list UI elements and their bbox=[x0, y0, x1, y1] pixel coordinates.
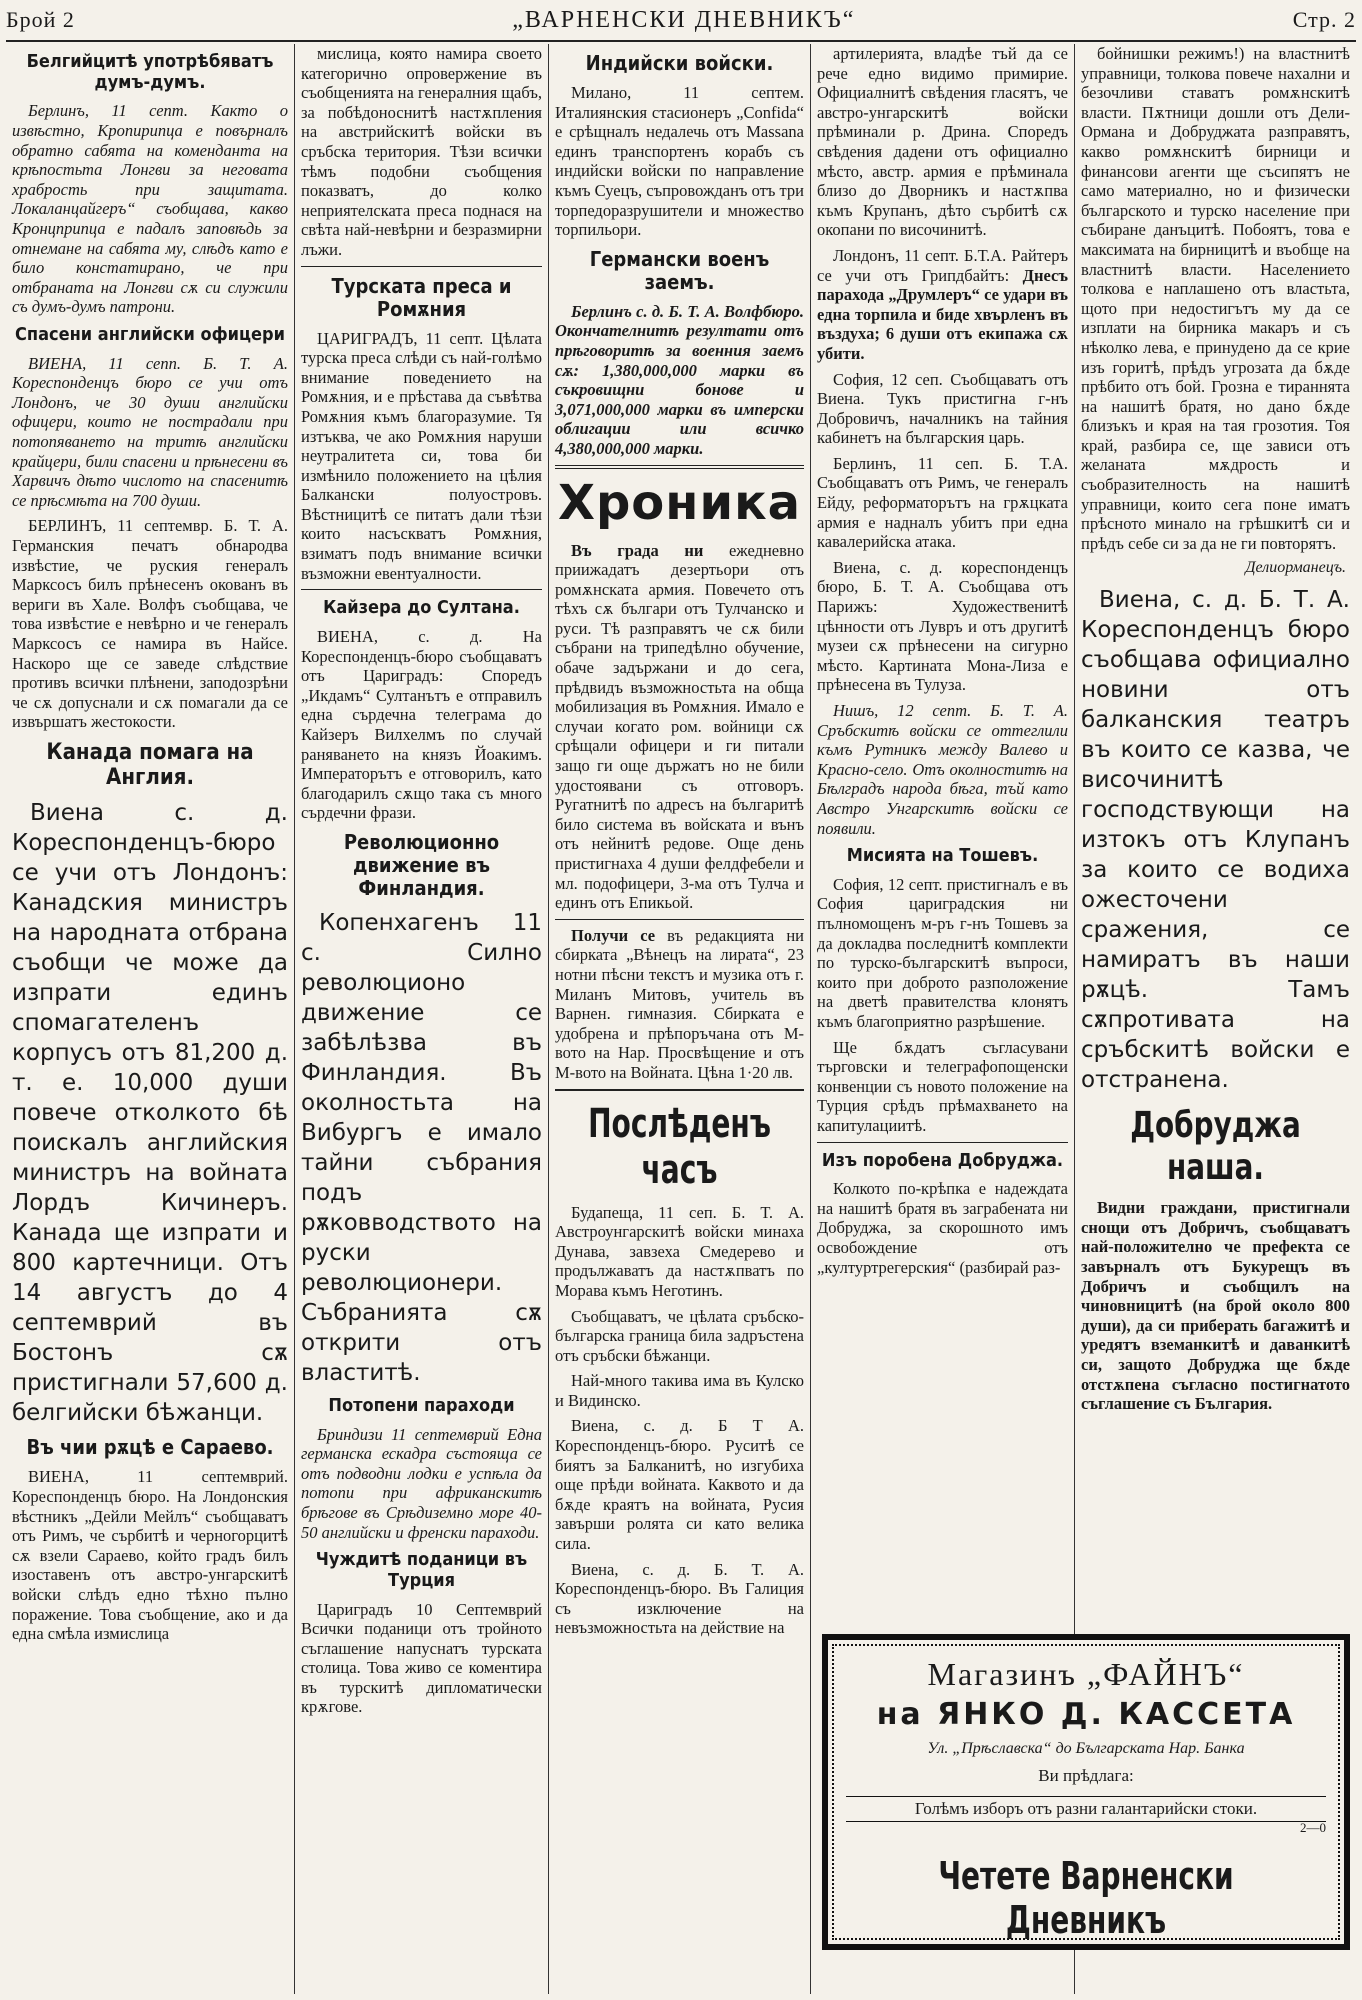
article-officers: ВИЕНА, 11 сепп. Б. Т. А. Кореспонденцъ бюро се учи отъ Лондонъ, че 30 души английски офицери, които не пострадали при потопяването на тритѣ английски крайцери, били спасени и прѣнесени въ Харвичъ дѣто числото на спасенитѣ се прѣсмѣта на 700 души. bbox=[12, 353, 288, 510]
article-turkish-press: ЦАРИГРАДЪ, 11 септ. Цѣлата турска преса слѣди съ най-голѣмо внимание поведението на Ромѫния, и е прѣстава да съвѣтва Ромѫния къмъ благоразумие. Тя изтъква, че ако Ромѫния наруши неутралитета си, това би измѣнило положението на цѣлия Балкански полуостровъ. Вѣстницитѣ се питатъ дали тѣзи които насъскватъ Ромѫния, взиматъ подъ внимание всички възможни евентуалности. bbox=[301, 328, 542, 583]
page-number: Стр. 2 bbox=[1292, 7, 1356, 32]
ad-offers: Ви прѣдлага: bbox=[1038, 1766, 1134, 1785]
headline-dobruja-ours: Добруджа наша. bbox=[1130, 1105, 1301, 1188]
divider bbox=[555, 919, 804, 920]
divider bbox=[555, 1089, 804, 1091]
article-border: Съобщаватъ, че цѣлата сръбско-българска граница била задръстена отъ сръбски бѣжанци. bbox=[555, 1306, 804, 1365]
lead-phrase: Въ града ни bbox=[571, 540, 704, 560]
article-sarajevo-cont: мислица, която намира своето категорично опровержение въ съобщенията на генералния щабъ, за побѣдоноснитѣ настѫпления на австрийскитѣ войски въ сръбска територия. Тѣзи всички тѣмъ подобни съобщения показватъ, до колко неприятелската преса поднася на свѣта най-невѣрни и безразмирни лъжи. bbox=[301, 44, 542, 259]
article-deserters: Въ града ни ежедневно приижадатъ дезертьори отъ ромѫнската армия. Повечето отъ тѣхъ сѫ българи отъ Тулчанско и руси. Тѣ разправятъ че сѫ били събрани на трипедѣлно обучение, обаче задържани и до сега, прѣдвидъ възможностьта на обща мобилизация въ Ромѫния. Имало е случаи когато ром. войници сѫ срѣщали офицери и ги питали защо ги още държатъ но не били удостоявани съ отговоръ. Ругатнитѣ по адресъ на българитѣ било система въ войската и вънъ отъ нейнитѣ редове. Още день пристигнаха 4 души фелдфебели и мл. подофицери, 3-ма отъ Тулча и единъ отъ Епикьой. bbox=[555, 540, 804, 913]
column-2 bbox=[294, 44, 548, 1994]
headline-indian: Индийски войски. bbox=[585, 51, 774, 75]
divider bbox=[817, 1142, 1068, 1143]
lead-phrase: Получи се bbox=[571, 925, 656, 945]
ad-code: 2—0 bbox=[1300, 1820, 1326, 1835]
newspaper-title: „ВАРНЕНСКИ ДНЕВНИКЪ“ bbox=[512, 6, 856, 33]
headline-canada: Канада помага на Англия. bbox=[46, 739, 254, 791]
article-balkan-theatre: Виена, с. д. Б. Т. А. Кореспонденцъ бюро съобщава официално новини отъ балканския театръ въ които се казва, че височинитѣ господствующи на изтокъ отъ Клупанъ за които се водиха ожесточени сражения, се намиратъ въ наши рѫцѣ. Тамъ сѫпротивата на сръбскитѣ войски е отстранена. bbox=[1081, 587, 1350, 1094]
headline-kaiser: Кайзера до Султана. bbox=[323, 597, 520, 619]
advertisement-box bbox=[822, 1634, 1350, 1950]
article-louvre: Виена, с. д. кореспонденцъ бюро, Б. Т. А. Съобщава отъ Парижъ: Художественитѣ цѣнности отъ Лувръ и отъ другитѣ музеи сѫ прѣнесени на сигурно мѣсто. Картината Мона-Лиза е прѣнесена въ Тулуза. bbox=[817, 557, 1068, 695]
article-russians: Виена, с. д. Б Т А. Кореспонденцъ-бюро. Руситѣ се биятъ за Балканитѣ, но изгубиха още прѣди войната. Каквото и да бѫде краятъ на войната, Русия завърши ролята си като велика сила. bbox=[555, 1416, 804, 1554]
article-drummer: Лондонъ, 11 септ. Б.Т.А. Райтеръ се учи отъ Грипдбайтъ: Днесъ парахода „Друмлеръ“ се удари въ една торпила и биде хвърленъ въ въздуха; 6 души отъ екипажа сѫ убити. bbox=[817, 245, 1068, 363]
article-galicia-cont: артилерията, владѣе тъй да се рече едно видимо примирие. Официалнитѣ свѣдения гласятъ, че австро-унгарскитѣ войски прѣминали р. Дрина. Споредъ свѣдения дадени отъ официално мѣсто, австр. армия е прѣминала близо до Дворникъ и настѫпва къмъ Крупанъ, дѣто сърбитѣ сѫ окопани по височинитѣ. bbox=[817, 44, 1068, 240]
article-conventions: Ще бѫдатъ съгласувани търговски и телеграфопощенски конвенции съ новото положение на Турция срѣдъ прѣмахването на капитулациитѣ. bbox=[817, 1037, 1068, 1135]
article-indian: Милано, 11 септем. Италиянския стасионеръ „Confida“ е срѣщналъ недалечь отъ Massana единъ транспортенъ корабъ съ индийски войски по направление къмъ Суецъ, съпровожданъ отъ три торпедоразрушители и множество торпильори. bbox=[555, 83, 804, 240]
section-last-hour: Послѣденъ часъ bbox=[588, 1100, 771, 1193]
article-dobruja-enslaved: Колкото по-крѣпка е надеждата на нашитѣ братя въ заграбената ни Добруджа, за скорошното имъ освобождение отъ „културтрегерския“ (разбирай раз- bbox=[817, 1179, 1068, 1277]
article-kaiser: ВИЕНА, с. д. На Кореспонденцъ-бюро съобщаватъ отъ Цариградъ: Споредъ „Икдамъ“ Султанътъ е отправилъ една сърдечна телеграма до Кайзеръ Вилхелмъ по случай раняването на князъ Йоакимъ. Императорътъ е отговорилъ, като благодарилъ сѫщо така съ много сърдечни фрази. bbox=[301, 626, 542, 823]
article-dobruja-ours: Видни граждани, пристигнали снощи отъ Добричъ, съобщаватъ най-положително че префекта се завърналъ отъ Букурещъ въ Добричъ и съобщилъ на чиновницитѣ (на брой около 800 души), да си приберать багажитѣ и уредятъ вземанкитѣ и даванкитѣ си, защото Добруджа ще бѫде отстѫпена съгласно постигнатото съглашение съ България. bbox=[1081, 1198, 1350, 1414]
article-belgians: Берлинъ, 11 септ. Както о извѣстно, Кропирипца е повърналъ обратно сабята на коменданта на крѣпостьта Лонгви за неговата храбрость при защитата. Локаланцайгеръ“ съобщава, какво Кронцприпца е падалъ заповѣдь за отнемане на сабята му, слѣдъ като е било констатирано, че при отбраната на Лонгви сѫ си служили съ думъ-думъ патрони. bbox=[12, 101, 288, 317]
article-subjects: Цариградъ 10 Септемврий Всички поданици отъ тройното съглашение напуснатъ турската столица. Това живо се коментира въ турскитѣ дипломатически крѫгове. bbox=[301, 1599, 542, 1717]
ad-shop-name: Магазинъ „ФАЙНЪ“ bbox=[927, 1656, 1245, 1692]
headline-officers: Спасени английски офицери bbox=[15, 323, 285, 345]
article-nis: Нишъ, 12 септ. Б. Т. А. Сръбскитѣ войски се оттеглили къмъ Рутникъ между Валево и Красно-село. Отъ околноститѣ на Бѣлградъ народа бѣга, тъй като Австро Унгарскитѣ войски се появили. bbox=[817, 701, 1068, 838]
headline-war-loan: Германски военъ заемъ. bbox=[589, 246, 770, 294]
article-war-loan: Берлинъ с. д. Б. Т. А. Волфбюро. Окончателнитѣ резултати отъ прѣговоритѣ за военния заемъ сѫ: 1,380,000,000 марки въ съкровищни бонове и 3,071,000,000 марки въ имперски облигации или всичко 4,380,000,000 марки. bbox=[555, 301, 804, 458]
ad-owner: на ЯНКО Д. КАССЕТА bbox=[876, 1697, 1296, 1732]
article-canada: Виена с. д. Кореспонденцъ-бюро се учи отъ Лондонъ: Канадския министръ на народната отбрана съобщи че може да изпрати единъ спомагателенъ корпусъ отъ 81,200 д. т. е. 10,000 души повече отколкото бѣ поискалъ английския министръ на войната Лордъ Кичинеръ. Канада ще изпрати и 800 картечници. Отъ 14 августъ до 4 септемврий въ Бостонъ сѫ пристигнали 57,600 д. белгийски бѣжанци. bbox=[12, 800, 288, 1427]
headline-dobruja-enslaved: Изъ поробена Добруджа. bbox=[821, 1149, 1064, 1171]
headline-belgians: Белгийцитѣ употрѣбяватъ думъ-думъ. bbox=[26, 51, 274, 93]
article-songbook: Получи се въ редакцията ни сбирката „Вѣнецъ на лирата“, 23 нотни пѣсни текстъ и музика отъ г. Миланъ Митовъ, учитель въ Варнен. гимназия. Сбирката е удобрена и прѣпоръчана отъ М-вото на Нар. Просвѣщение и отъ М-вото на Войната. Цѣна 1·20 лв. bbox=[555, 925, 804, 1082]
headline-subjects: Чуждитѣ поданици въ Турция bbox=[315, 1549, 528, 1591]
ad-slogan: Четете Варненски Дневникъ bbox=[938, 1854, 1234, 1942]
column-3 bbox=[548, 44, 810, 1994]
section-chronicle: Хроника bbox=[557, 474, 802, 531]
divider bbox=[555, 465, 804, 469]
article-sarajevo: ВИЕНА, 11 септемврий. Кореспонденцъ бюро. На Лондонския вѣстникъ „Дейли Мейлъ“ съобщаватъ отъ Римъ, че сърбитѣ и черногорцитѣ сѫ взели Сараево, който градъ билъ изоставенъ отъ австро-унгарскитѣ войски слѣдъ едно тѣхно пълно поражение. Това съобщение, ако и да една смѣла измислица bbox=[12, 1467, 288, 1644]
issue-number: Брой 2 bbox=[6, 7, 75, 32]
column-1 bbox=[6, 44, 294, 1994]
divider bbox=[301, 589, 542, 590]
ad-selection: Голѣмъ изборъ отъ разни галантарийски стоки. bbox=[846, 1796, 1326, 1822]
article-kula: Най-много такива има въ Кулско и Видинско. bbox=[555, 1371, 804, 1410]
article-eydu: Берлинъ, 11 сеп. Б. Т.А. Съобщаватъ отъ Римъ, че генералъ Ейду, реформаторътъ на грѫцката армия е надналъ убитъ при една кавалерийска атака. bbox=[817, 453, 1068, 552]
signature: Делиорманецъ. bbox=[1245, 559, 1346, 577]
headline-toshev: Мисията на Тошевъ. bbox=[846, 845, 1039, 867]
headline-ships: Потопени параходи bbox=[328, 1394, 515, 1416]
article-dobrovich: София, 12 сеп. Съобщаватъ отъ Виена. Тукъ пристигна г-нъ Добровичъ, началникъ на тайния кабинетъ на българския царь. bbox=[817, 369, 1068, 448]
headline-sarajevo: Въ чии рѫцѣ е Сараево. bbox=[26, 1435, 274, 1460]
divider bbox=[301, 266, 542, 267]
ad-address: Ул. „Прѣславска“ до Българската Нар. Банка bbox=[927, 1740, 1245, 1757]
article-ships: Бриндизи 11 септемврий Една германска ескадра състояща се отъ подводни лодки е успѣла да потопи при африканскитѣ брѣгове въ Срѣдиземно море 40-50 английски и френски параходи. bbox=[301, 1424, 542, 1542]
article-dobruja-cont: бойнишки режимъ!) на властнитѣ управници, толкова повече нахални и безочливи ставатъ ромѫнскитѣ власти. Пѫтници дошли отъ Дели-Ормана и Добруджата разправятъ, какво ромѫнскитѣ бирници и финансови агенти ще съсипятъ не само материално, но и физически българското и турско население при събиране данъцитѣ. Побоятъ, това е максимата на бирницитѣ и въобще на властнитѣ власти. Населението толкова е наплашено отъ властьта, щото при недостигътъ му да се изплати на бирника макаръ и съ нѣколко лева, е принудено да се крие изъ горитѣ, прѣдъ угрозата да бѫде прѣбито отъ бой. Грозна е тираннята на нашитѣ братя, но дано бѫде близъкъ и края на тая грозотия. Тоя край, разбира се, ще зависи отъ желаната мѫдрость и съобразителность на нашитѣ управници, които сега поне иматъ прѣсното минало на грѣшкитѣ си и прѣдъ себе си за да не ги повторятъ. bbox=[1081, 44, 1350, 553]
article-finland: Копенхагенъ 11 с. Силно революционо движение се забѣлѣзва въ Финландия. Въ околностьта на Вибургъ е имало тайни събрания подъ рѫковводството на руски революционери. Събранията сѫ открити отъ властитѣ. bbox=[301, 909, 542, 1386]
page-header bbox=[6, 0, 1356, 42]
article-galicia: Виена, с. д. Б. Т. А. Кореспонденцъ-бюро. Въ Галиция съ изключение на невъзможностьта на действие на bbox=[555, 1559, 804, 1638]
headline-turkish-press: Турската преса и Ромѫния bbox=[331, 273, 512, 321]
article-toshev: София, 12 септ. пристигналъ е въ София цариградския ни пълномощенъ м-ръ г-нъ Тошевъ за да докладва последнитѣ комплекти по турско-българскитѣ въпроси, които при доброто разположение на дветѣ правителства клонятъ къмъ благоприятно разрѣшение. bbox=[817, 874, 1068, 1031]
headline-finland: Революционно движение въ Финландия. bbox=[343, 829, 500, 900]
article-berlin: БЕРЛИНЪ, 11 септемвр. Б. Т. А. Германския печатъ обнародва извѣстие, че руския генералъ Марксосъ билъ прѣнесенъ окованъ въ вериги въ Хале. Волфъ съобщава, че това извѣстие е невѣрно и че генералъ Марксосъ се намира въ Найсе. Наскоро ще се заведе слѣдствие противъ всички плѣнени, заподозрѣни че сѫ допуснали и сѫ помагали да се извършатъ жестокости. bbox=[12, 516, 288, 732]
article-budapest: Будапеща, 11 сеп. Б. Т. А. Австроунгарскитѣ войски минаха Дунава, завзеха Смедерево и продължаватъ да настѫпватъ по Морава къмъ Неготинъ. bbox=[555, 1202, 804, 1300]
